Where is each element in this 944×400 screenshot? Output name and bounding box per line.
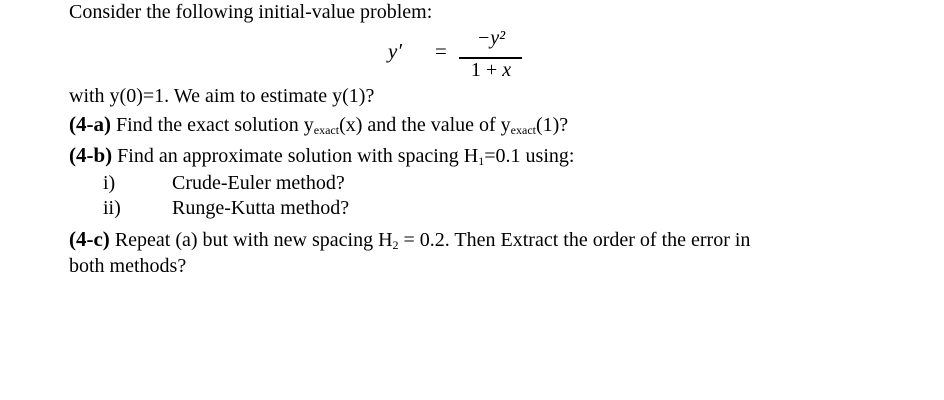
part-b-sub-1: 1: [478, 154, 485, 168]
part-c-label: (4-c): [69, 227, 110, 251]
list-item-text: Runge-Kutta method?: [172, 197, 350, 219]
equation-equals: =: [435, 39, 447, 63]
part-c-text-1: Repeat (a) but with new spacing H: [109, 229, 393, 251]
part-a-text-3: (1)?: [535, 114, 569, 136]
initial-condition: with y(0)=1. We aim to estimate y(1)?: [69, 85, 375, 107]
part-a-text-2: (x) and the value of y: [339, 114, 511, 136]
part-a-sub-1: exact: [313, 123, 340, 137]
part-b-text-2: =0.1 using:: [484, 145, 575, 167]
equation-numerator: −y²: [476, 27, 506, 49]
equation-denominator: [461, 59, 521, 82]
part-b: [69, 143, 574, 168]
part-b-text-1: Find an approximate solution with spacing H: [112, 145, 479, 167]
part-a-sub-2: exact: [510, 123, 536, 137]
differential-equation: [388, 28, 548, 84]
part-c-text-2: = 0.2. Then Extract the order of the error in: [398, 229, 751, 251]
denominator-constant: 1 +: [470, 59, 503, 81]
part-c-continuation: both methods?: [69, 255, 187, 277]
part-a-text-1: Find the exact solution y: [110, 114, 314, 136]
part-c: [69, 227, 750, 252]
part-c-sub-1: 2: [392, 238, 399, 252]
intro-text: Consider the following initial-value problem:: [69, 1, 433, 23]
part-b-label: (4-b): [69, 143, 113, 167]
list-item-number: ii): [103, 197, 121, 219]
list-item-text: Crude-Euler method?: [172, 172, 345, 194]
part-a-label: (4-a): [69, 112, 111, 136]
equation-lhs: y′: [388, 39, 402, 63]
part-a: [69, 112, 568, 137]
denominator-variable: x: [502, 59, 512, 81]
list-item-number: i): [103, 172, 116, 194]
